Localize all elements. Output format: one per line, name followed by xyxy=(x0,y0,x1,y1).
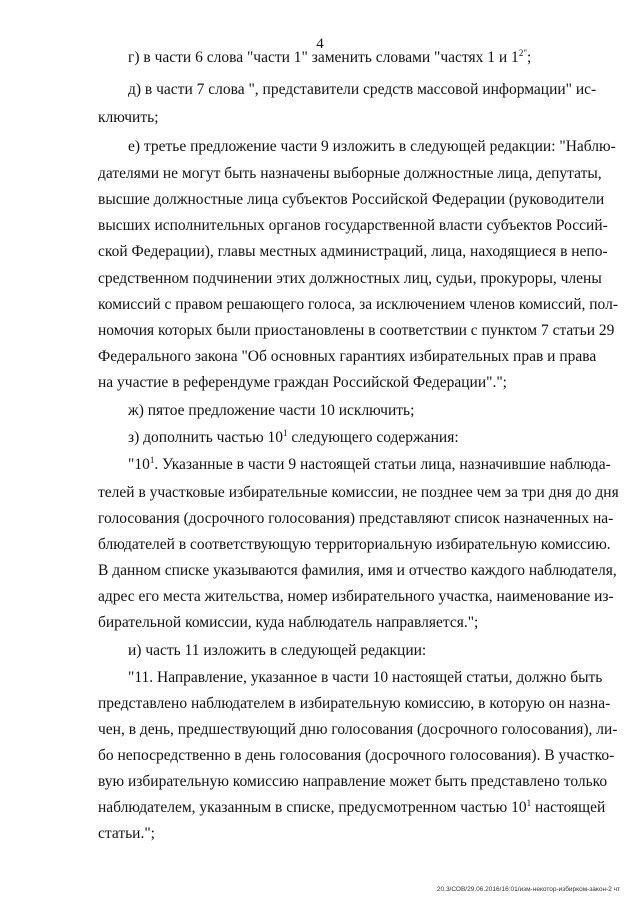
superscript: 1 xyxy=(283,428,288,438)
text-run: высшие должностные лица субъектов Российской Федерации (руководители xyxy=(98,191,605,208)
text-run: г) в части 6 слова "части 1" заменить словами "частях 1 и 1 xyxy=(128,49,519,66)
text-run: номочия которых были приостановлены в соответствии с пунктом 7 статьи 29 xyxy=(98,322,615,339)
text-run: Федерального закона "Об основных гарантиях избирательных прав и права xyxy=(98,348,597,365)
text-line xyxy=(98,295,618,315)
text-run: ской Федерации), главы местных администраций, лица, находящиеся в непо- xyxy=(98,243,608,260)
text-run: "11. Направление, указанное в части 10 настоящей статьи, должно быть xyxy=(128,669,603,686)
text-line xyxy=(98,373,595,393)
text-line xyxy=(98,347,595,367)
text-line xyxy=(98,798,606,818)
page-number: 4 xyxy=(316,36,324,52)
text-run: "10 xyxy=(128,456,150,473)
text-line xyxy=(98,483,619,503)
text-line xyxy=(98,535,611,555)
text-run: дателями не могут быть назначены выборные должностные лица, депутаты, xyxy=(98,165,602,182)
superscript: 1 xyxy=(149,455,155,465)
text-line xyxy=(128,401,595,421)
text-line xyxy=(128,455,611,475)
text-run: бирательной комиссии, куда наблюдатель направляется."; xyxy=(98,614,479,631)
text-run: высших исполнительных органов государственной власти субъектов Россий- xyxy=(98,217,608,234)
text-run: В данном списке указываются фамилия, имя и отчество каждого наблюдателя, xyxy=(98,562,617,579)
text-run: ; xyxy=(527,49,532,66)
text-line xyxy=(98,321,615,341)
text-run: адрес его места жительства, номер избирательного участка, наименование из- xyxy=(98,588,614,605)
text-line xyxy=(98,269,602,289)
text-run: средственном подчинении этих должностных лиц, судьи, прокуроры, члены xyxy=(98,270,602,287)
text-run: . Указанные в части 9 настоящей статьи лица, назначившие наблюда- xyxy=(154,456,611,473)
document-footer-code: 20.3/СОВ/29.06.2016/16:01/изм-некотор-избирком-закон-2 чт xyxy=(436,886,620,893)
text-line xyxy=(98,746,615,766)
text-run: представлено наблюдателем в избирательную комиссию, в которую он назна- xyxy=(98,695,611,712)
text-line xyxy=(98,509,614,529)
text-line xyxy=(98,216,608,236)
text-run: ключить; xyxy=(98,109,159,126)
text-line xyxy=(128,137,616,157)
text-run: ж) пятое предложение части 10 исключить; xyxy=(128,402,415,419)
text-line xyxy=(98,190,605,210)
text-line xyxy=(98,561,617,581)
text-line xyxy=(98,242,608,262)
text-run: статьи."; xyxy=(98,825,155,842)
text-line xyxy=(98,824,595,844)
text-run: и) часть 11 изложить в следующей редакции: xyxy=(128,642,427,659)
text-line xyxy=(98,613,595,633)
text-run: блюдателей в соответствующую территориальную избирательную комиссию. xyxy=(98,536,611,553)
text-line xyxy=(128,641,595,661)
text-run: чен, в день, предшествующий дню голосования (досрочного голосования), ли- xyxy=(98,721,618,738)
text-line xyxy=(98,164,602,184)
superscript: 2" xyxy=(518,48,527,58)
text-line xyxy=(128,428,595,448)
text-line xyxy=(98,694,611,714)
text-line xyxy=(128,80,595,100)
text-run: на участие в референдуме граждан Российской Федерации"."; xyxy=(98,374,507,391)
text-line xyxy=(128,668,603,688)
text-line xyxy=(98,587,614,607)
superscript: 1 xyxy=(526,798,532,808)
text-run: з) дополнить частью 10 xyxy=(128,429,284,446)
text-line xyxy=(98,720,618,740)
text-run: бо непосредственно в день голосования (досрочного голосования). В участко- xyxy=(98,747,615,764)
text-run: настоящей xyxy=(531,799,606,816)
text-run: телей в участковые избирательные комиссии, не позднее чем за три дня до дня xyxy=(98,484,619,501)
text-run: следующего содержания: xyxy=(287,429,459,446)
text-run: д) в части 7 слова ", представители средств массовой информации" ис- xyxy=(128,81,597,98)
text-run: наблюдателем, указанным в списке, предусмотренном частью 10 xyxy=(98,799,527,816)
text-line xyxy=(128,48,595,68)
text-run: вую избирательную комиссию направление может быть представлено только xyxy=(98,773,608,790)
text-line xyxy=(98,772,608,792)
text-run: голосования (досрочного голосования) представляют список назначенных на- xyxy=(98,510,614,527)
text-run: е) третье предложение части 9 изложить в следующей редакции: "Наблю- xyxy=(128,138,616,155)
text-run: комиссий с правом решающего голоса, за исключением членов комиссий, пол- xyxy=(98,296,618,313)
text-line xyxy=(98,108,595,128)
